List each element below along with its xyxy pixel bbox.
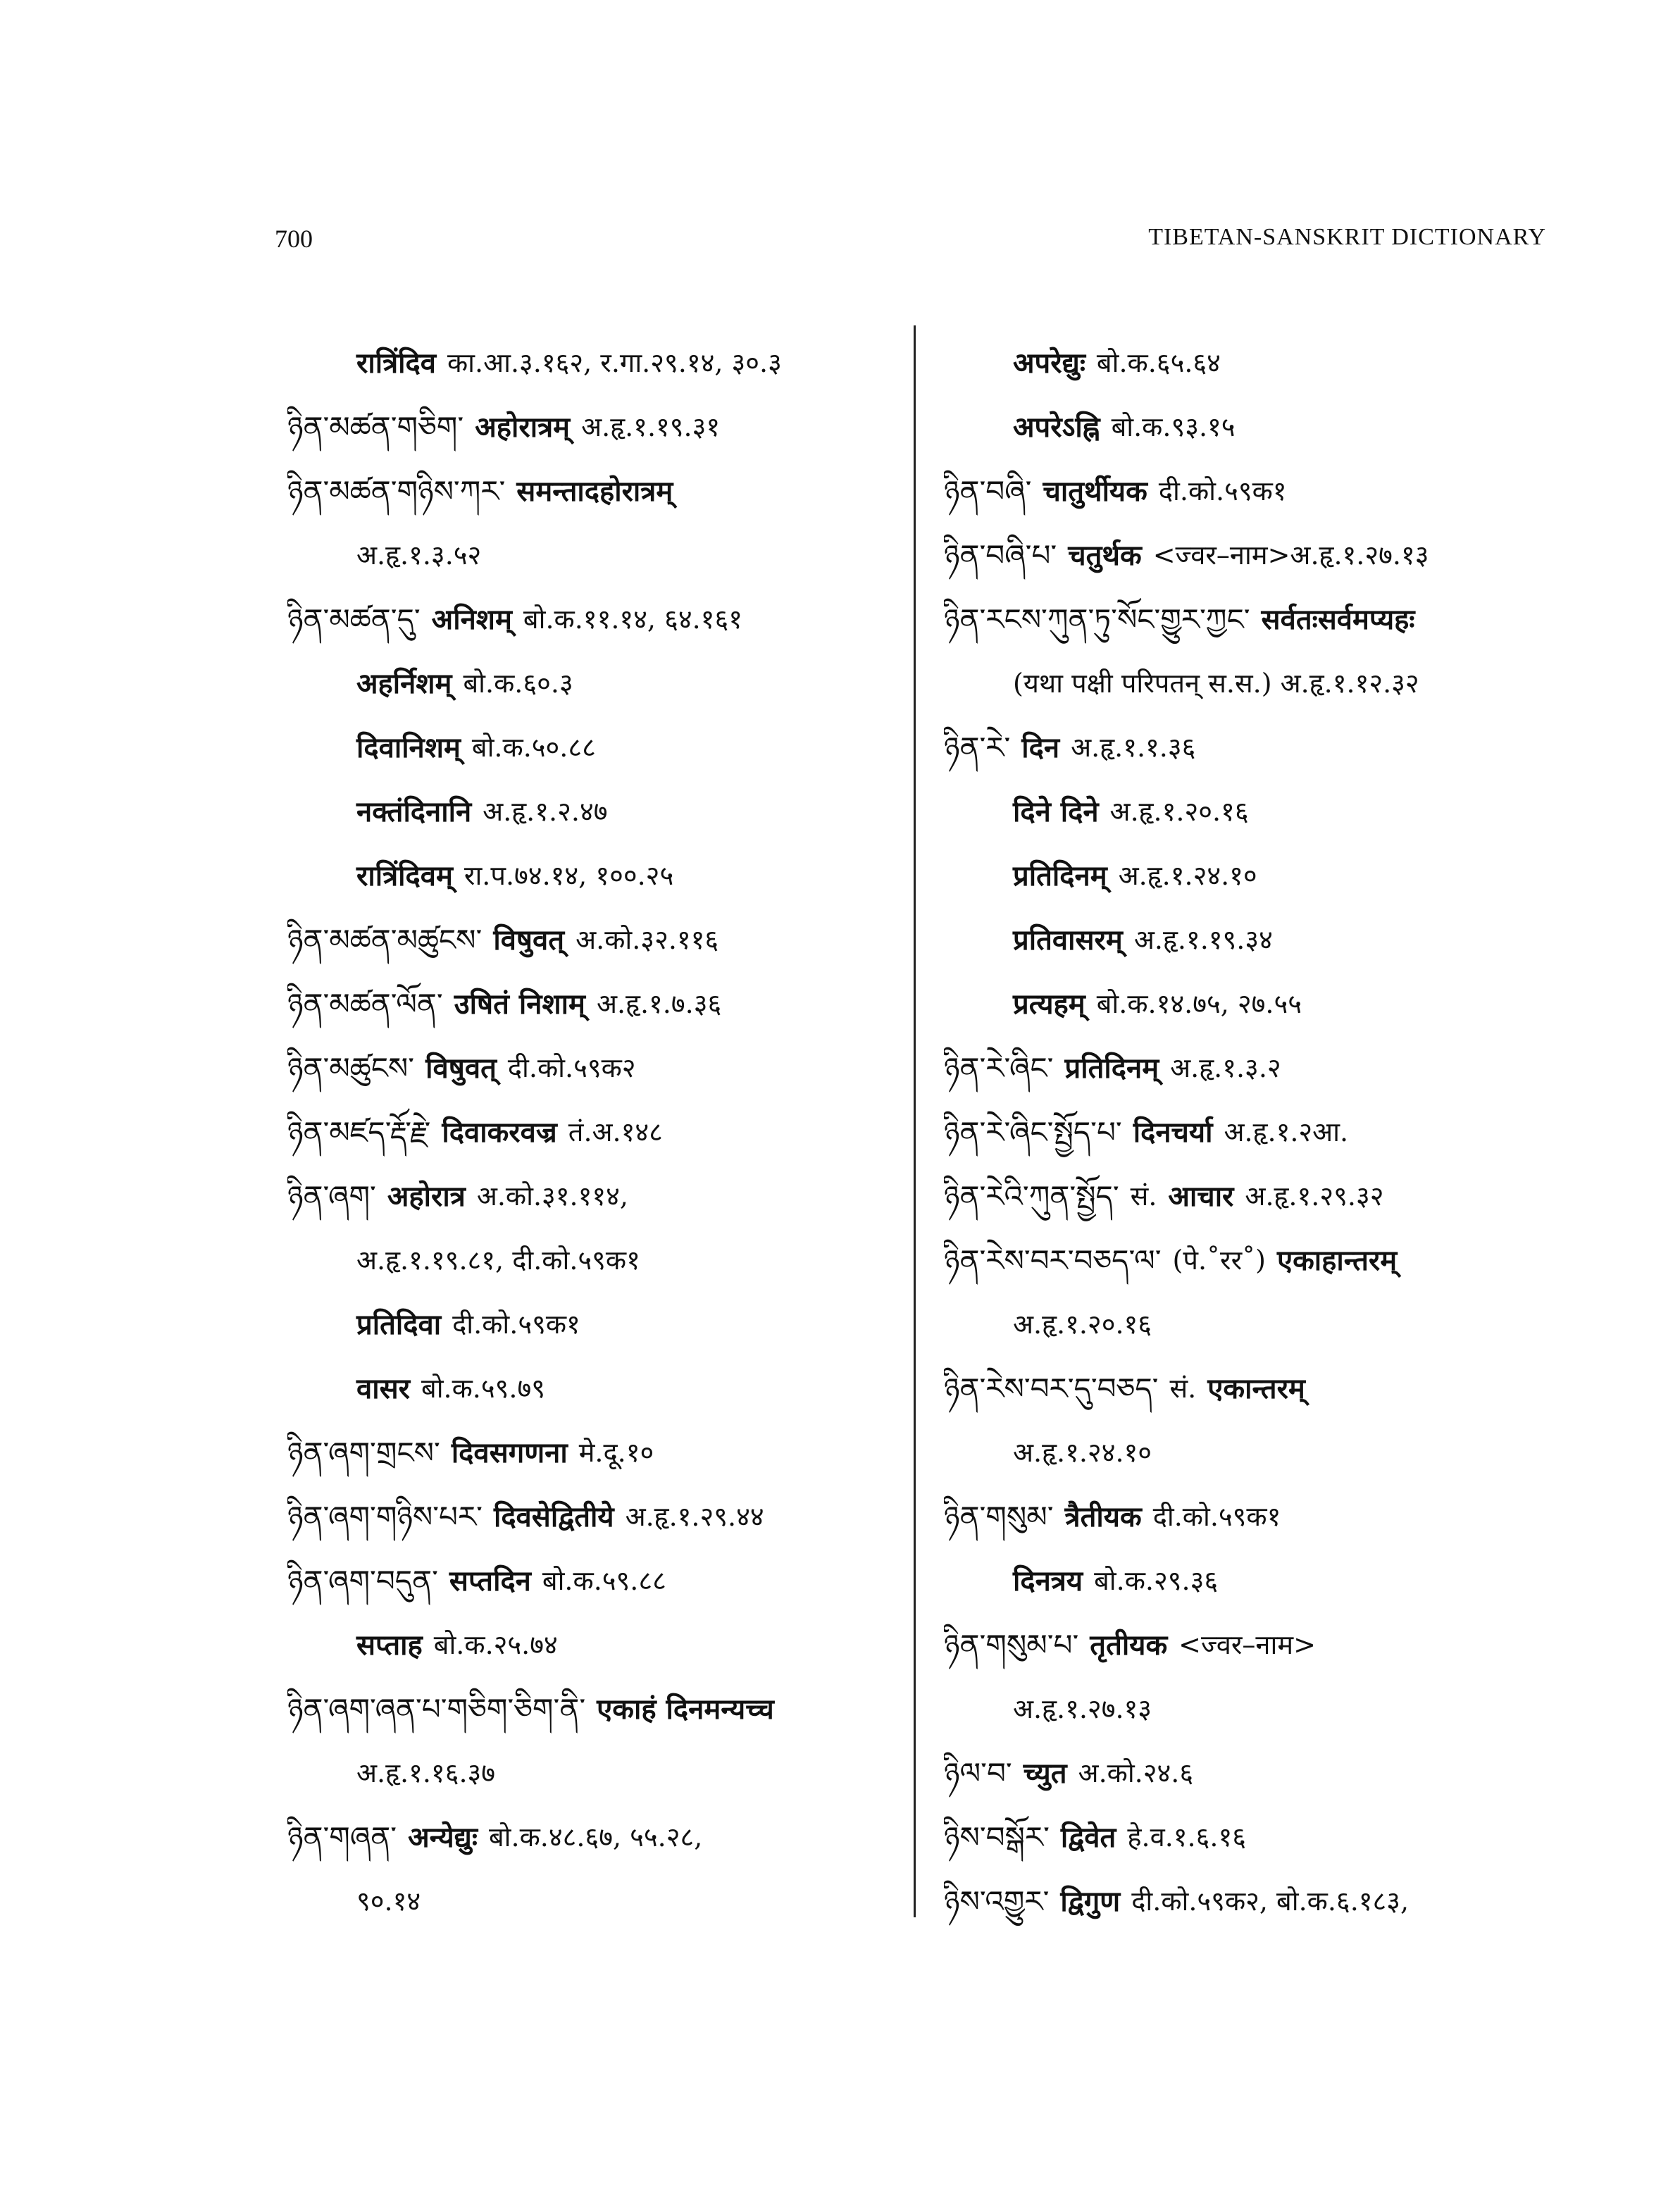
source-reference: मे.दू.१०: [578, 1437, 654, 1468]
sanskrit-equivalent: नक्तंदिनानि: [356, 795, 472, 828]
dictionary-entry: [287, 908, 907, 972]
dictionary-entry: [944, 1805, 1578, 1869]
dictionary-entry: [287, 459, 907, 523]
source-reference: अ.हृ.१.२०.१६: [1109, 796, 1249, 827]
source-reference: बो.क.९३.१५: [1111, 411, 1236, 442]
dictionary-entry: [287, 1741, 907, 1805]
source-reference: बो.क.६०.३: [463, 668, 573, 699]
tibetan-headword: ཉིན་བཞི་པ་: [944, 538, 1057, 573]
sanskrit-equivalent: विषुवत्: [493, 923, 565, 957]
dictionary-entry: [287, 972, 907, 1036]
dictionary-entry: [944, 1485, 1578, 1549]
source-reference: बो.क.५९.७९: [421, 1373, 546, 1404]
dictionary-entry: [287, 1421, 907, 1485]
sanskrit-equivalent: दिनत्रय: [1013, 1564, 1083, 1598]
sanskrit-equivalent: प्रतिवासरम्: [1013, 923, 1123, 957]
dictionary-entry: [944, 844, 1578, 908]
tibetan-headword: ཉིན་རེ་ཞིང་སྤྱོད་པ་: [944, 1115, 1122, 1150]
dictionary-entry: [944, 908, 1578, 972]
source-reference: अ.हृ.१.१९.३४: [1133, 924, 1273, 955]
source-reference: अ.हृ.१.३.५२: [356, 540, 482, 571]
source-reference: अ.हृ.१.२आ.: [1224, 1116, 1349, 1147]
sanskrit-equivalent: एकाहं दिनमन्यच्च: [597, 1693, 774, 1726]
dictionary-entry: [287, 780, 907, 844]
dictionary-entry: [287, 395, 907, 459]
sanskrit-equivalent: अन्येद्युः: [408, 1821, 478, 1854]
tibetan-headword: ཉིན་ཞག་གྲངས་: [287, 1436, 440, 1470]
sanskrit-equivalent: दिवसेद्वितीये: [493, 1500, 614, 1533]
source-reference: अ.हृ.१.१९.८१, दी.को.५९क१: [356, 1245, 640, 1276]
sanskrit-equivalent: च्युत: [1023, 1757, 1067, 1790]
sanskrit-equivalent: सप्ताह: [356, 1629, 423, 1662]
entry-note: सं.: [1130, 1181, 1157, 1212]
source-reference: बो.क.१४.७५, २७.५५: [1096, 988, 1302, 1019]
tibetan-headword: ཉིན་རེ་ཞིང་: [944, 1051, 1054, 1085]
page-header: [275, 224, 1546, 266]
tibetan-headword: ཉིན་མཚན་གཅིག་: [287, 410, 464, 444]
tibetan-headword: ཉིན་བཞི་: [944, 474, 1032, 509]
dictionary-entry: [287, 331, 907, 395]
dictionary-entry: [287, 652, 907, 716]
dictionary-entry: [944, 1357, 1578, 1421]
running-head: TIBETAN-SANSKRIT DICTIONARY: [1148, 224, 1546, 250]
sanskrit-equivalent: एकान्तरम्: [1207, 1372, 1305, 1405]
sanskrit-equivalent: अहोरात्रम्: [475, 411, 571, 444]
tibetan-headword: ཉིན་མཚན་གཉིས་ཀར་: [287, 474, 506, 509]
sanskrit-equivalent: एकाहान्तरम्: [1276, 1244, 1398, 1277]
source-reference: अ.हृ.१.२.४७: [483, 796, 608, 827]
dictionary-entry: [944, 652, 1578, 716]
source-reference: दी.को.५९क२: [507, 1052, 636, 1083]
dictionary-entry: [287, 1677, 907, 1741]
source-reference: हे.व.१.६.१६: [1127, 1822, 1246, 1853]
dictionary-entry: [944, 1164, 1578, 1228]
source-reference: अ.हृ.१.१९.३१: [581, 411, 721, 442]
source-reference: ९०.१४: [356, 1886, 421, 1917]
sanskrit-equivalent: दिने दिने: [1013, 795, 1099, 828]
source-reference: बो.क.११.१४, ६४.१६१: [523, 604, 742, 635]
source-reference: अ.हृ.१.२४.१०: [1118, 860, 1257, 891]
sanskrit-equivalent: प्रतिदिवा: [356, 1308, 442, 1341]
dictionary-entry: [944, 1549, 1578, 1613]
source-reference: दी.को.५९क२, बो.क.६.१८३,: [1131, 1886, 1410, 1917]
source-reference: बो.क.२५.७४: [433, 1629, 558, 1660]
dictionary-entry: [944, 331, 1578, 395]
tibetan-headword: ཉིན་གསུམ་: [944, 1500, 1054, 1534]
source-reference: दी.को.५९क१: [452, 1309, 580, 1340]
sanskrit-equivalent: सर्वतःसर्वमप्यहः: [1261, 603, 1415, 636]
dictionary-entry: [944, 1869, 1578, 1934]
sanskrit-equivalent: चतुर्थक: [1068, 539, 1142, 572]
sanskrit-equivalent: चातुर्थीयक: [1043, 475, 1147, 508]
tibetan-headword: ཉིན་ཞག་ཞན་པ་གཅིག་ཅིག་ནི་: [287, 1692, 586, 1726]
dictionary-entry: [944, 780, 1578, 844]
sanskrit-equivalent: अपरेऽह्नि: [1013, 411, 1100, 444]
sanskrit-equivalent: उषितं निशाम्: [454, 988, 585, 1021]
sanskrit-equivalent: वासर: [356, 1372, 410, 1405]
dictionary-entry: [944, 587, 1578, 652]
dictionary-entry: [944, 972, 1578, 1036]
sanskrit-equivalent: त्रैतीयक: [1064, 1500, 1142, 1533]
tibetan-headword: ཉིན་མཚན་མཚུངས་: [287, 923, 483, 957]
dictionary-entry: [944, 1100, 1578, 1164]
source-reference: अ.हृ.१.३.२: [1170, 1052, 1281, 1083]
source-reference: अ.हृ.१.२७.१३: [1013, 1693, 1152, 1724]
source-reference: अ.हृ.१.२४.१०: [1013, 1437, 1152, 1468]
source-reference: बो.क.२९.३६: [1094, 1565, 1219, 1596]
source-reference: का.आ.३.१६२, र.गा.२९.१४, ३०.३: [447, 347, 782, 378]
source-reference: रा.प.७४.१४, १००.२५: [463, 860, 674, 891]
source-reference: अ.हृ.१.७.३६: [596, 988, 722, 1019]
sanskrit-equivalent: अहर्निशम्: [356, 667, 452, 700]
dictionary-entry: [287, 523, 907, 587]
sanskrit-equivalent: सप्तदिन: [449, 1564, 531, 1598]
sanskrit-equivalent: द्विगुण: [1060, 1885, 1121, 1918]
entry-note: (पे.˚रर˚): [1172, 1245, 1266, 1276]
sanskrit-equivalent: समन्तादहोरात्रम्: [516, 475, 673, 508]
dictionary-entry: [287, 1293, 907, 1357]
sanskrit-equivalent: दिन: [1021, 731, 1060, 764]
sanskrit-equivalent: विषुवत्: [425, 1052, 497, 1085]
tibetan-headword: ཉིན་གཞན་: [287, 1820, 397, 1855]
source-reference: <ज्वर–नाम>: [1178, 1629, 1316, 1660]
right-column: [944, 331, 1578, 1934]
source-reference: बो.क.५९.८८: [542, 1565, 666, 1596]
source-reference: बो.क.५०.८८: [471, 732, 596, 763]
source-reference: अ.हृ.१.१६.३७: [356, 1757, 496, 1788]
dictionary-entry: [287, 1164, 907, 1228]
tibetan-headword: ཉིན་གསུམ་པ་: [944, 1628, 1079, 1662]
source-reference: अ.को.२४.६: [1078, 1757, 1194, 1788]
source-reference: बो.क.४८.६७, ५५.२८,: [488, 1822, 703, 1853]
tibetan-headword: ཉིན་ཞག་: [287, 1179, 376, 1214]
source-reference: तं.अ.१४८: [568, 1116, 663, 1147]
dictionary-entry: [287, 1357, 907, 1421]
sanskrit-equivalent: द्विवेत: [1060, 1821, 1116, 1854]
sanskrit-equivalent: अहोरात्र: [387, 1180, 466, 1213]
tibetan-headword: ཉིན་ཞག་གཉིས་པར་: [287, 1500, 483, 1534]
dictionary-entry: [287, 1100, 907, 1164]
tibetan-headword: ཉིན་རངས་ཀུན་ཏུ་སོང་གྱུར་ཀྱང་: [944, 602, 1250, 637]
dictionary-entry: [287, 716, 907, 780]
source-reference: दी.को.५९क१: [1158, 475, 1287, 506]
source-reference: <ज्वर–नाम>अ.हृ.१.२७.१३: [1152, 540, 1429, 571]
sanskrit-equivalent: दिवसगणना: [451, 1436, 568, 1469]
page-number: 700: [275, 225, 313, 253]
sanskrit-equivalent: रात्रिंदिवम्: [356, 859, 453, 892]
source-reference: दी.को.५९क१: [1152, 1501, 1281, 1532]
tibetan-headword: ཉིན་ཞག་བདུན་: [287, 1564, 438, 1598]
tibetan-headword: ཉིས་བསྒོར་: [944, 1820, 1050, 1855]
sanskrit-equivalent: प्रतिदिनम्: [1064, 1052, 1159, 1085]
entry-note: सं.: [1169, 1373, 1197, 1404]
dictionary-entry: [944, 1036, 1578, 1100]
dictionary-entry: [287, 1869, 907, 1934]
source-reference: बो.क.६५.६४: [1096, 347, 1221, 378]
source-reference: अ.को.३२.११६: [575, 924, 719, 955]
left-column: [287, 331, 907, 1934]
tibetan-headword: ཉིལ་བ་: [944, 1756, 1012, 1791]
source-reference: अ.हृ.१.२९.४४: [625, 1501, 764, 1532]
dictionary-entry: [287, 844, 907, 908]
dictionary-entry: [944, 395, 1578, 459]
tibetan-headword: ཉིན་མཛད་རྡོ་རྗེ་: [287, 1115, 431, 1150]
dictionary-entry: [944, 1677, 1578, 1741]
sanskrit-equivalent: प्रत्यहम्: [1013, 988, 1085, 1021]
sanskrit-equivalent: प्रतिदिनम्: [1013, 859, 1107, 892]
tibetan-headword: ཉིན་རེས་བར་བཅད་ལ་: [944, 1243, 1162, 1278]
source-reference: (यथा पक्षी परिपतन् स.स.) अ.हृ.१.१२.३२: [1013, 668, 1419, 699]
tibetan-headword: ཉིན་རེའི་ཀུན་སྤྱོད་: [944, 1179, 1119, 1214]
sanskrit-equivalent: दिवाकरवज्र: [442, 1116, 557, 1149]
dictionary-entry: [287, 1228, 907, 1293]
dictionary-entry: [287, 1485, 907, 1549]
dictionary-entry: [287, 1805, 907, 1869]
sanskrit-equivalent: दिवानिशम्: [356, 731, 461, 764]
tibetan-headword: ཉིན་མཚན་དུ་: [287, 602, 421, 637]
dictionary-entry: [287, 587, 907, 652]
sanskrit-equivalent: दिनचर्या: [1133, 1116, 1213, 1149]
tibetan-headword: ཉིན་རེས་བར་དུ་བཅད་: [944, 1371, 1159, 1406]
dictionary-entry: [944, 1741, 1578, 1805]
tibetan-headword: ཉིན་མཚུངས་: [287, 1051, 415, 1085]
sanskrit-equivalent: आचार: [1168, 1180, 1234, 1213]
sanskrit-equivalent: रात्रिंदिव: [356, 347, 436, 380]
source-reference: अ.हृ.१.१.३६: [1071, 732, 1196, 763]
sanskrit-equivalent: अपरेद्युः: [1013, 347, 1085, 380]
sanskrit-equivalent: तृतीयक: [1090, 1629, 1168, 1662]
dictionary-entry: [944, 459, 1578, 523]
dictionary-entry: [944, 1613, 1578, 1677]
dictionary-entry: [287, 1549, 907, 1613]
column-divider: [914, 325, 916, 1917]
dictionary-entry: [944, 716, 1578, 780]
sanskrit-equivalent: अनिशम्: [431, 603, 512, 636]
dictionary-entry: [944, 1293, 1578, 1357]
source-reference: अ.हृ.१.२९.३२: [1245, 1181, 1384, 1212]
source-reference: अ.को.३१.११४,: [476, 1181, 628, 1212]
dictionary-entry: [944, 1228, 1578, 1293]
dictionary-entry: [944, 523, 1578, 587]
tibetan-headword: ཉིན་མཚན་ལོན་: [287, 987, 443, 1021]
source-reference: अ.हृ.१.२०.१६: [1013, 1309, 1152, 1340]
tibetan-headword: ཉིན་རེ་: [944, 730, 1011, 765]
dictionary-entry: [287, 1613, 907, 1677]
dictionary-entry: [287, 1036, 907, 1100]
dictionary-entry: [944, 1421, 1578, 1485]
tibetan-headword: ཉིས་འགྱུར་: [944, 1884, 1050, 1919]
